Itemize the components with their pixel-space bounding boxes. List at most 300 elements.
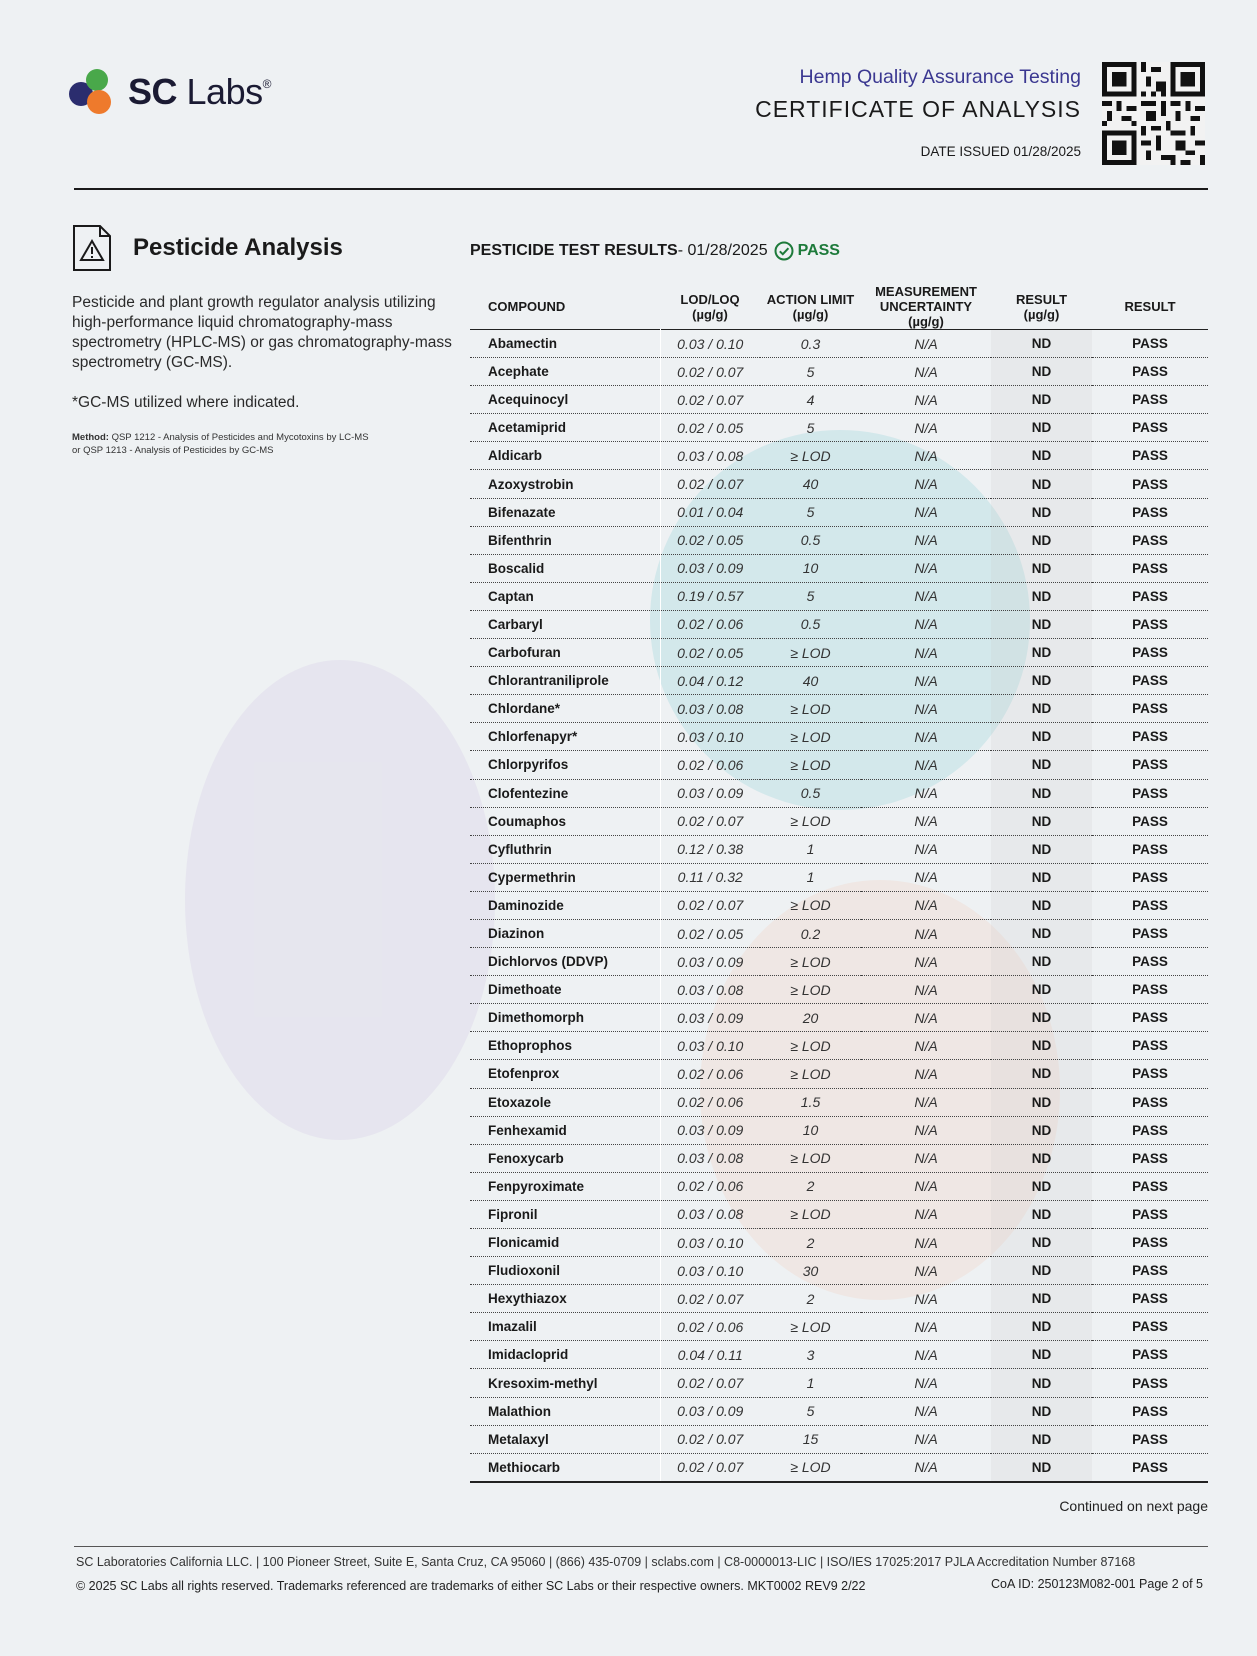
uncertainty-cell: N/A xyxy=(861,1285,991,1313)
result-value-cell: ND xyxy=(991,386,1092,414)
table-row xyxy=(470,835,1208,863)
table-row xyxy=(470,1116,1208,1144)
results-heading xyxy=(470,241,840,261)
uncertainty-cell: N/A xyxy=(861,1060,991,1088)
uncertainty-cell: N/A xyxy=(861,554,991,582)
table-row xyxy=(470,1425,1208,1453)
result-value-cell: ND xyxy=(991,1144,1092,1172)
lod-loq-cell: 0.03 / 0.08 xyxy=(660,976,760,1004)
table-row xyxy=(470,863,1208,891)
result-value-cell: ND xyxy=(991,919,1092,947)
action-limit-cell: 1 xyxy=(760,863,861,891)
result-value-cell: ND xyxy=(991,1369,1092,1397)
result-status-cell: PASS xyxy=(1092,1144,1208,1172)
result-value-cell: ND xyxy=(991,1060,1092,1088)
result-value-cell: ND xyxy=(991,1172,1092,1200)
compound-cell: Cypermethrin xyxy=(470,863,660,891)
lod-loq-cell: 0.03 / 0.10 xyxy=(660,1257,760,1285)
table-row xyxy=(470,779,1208,807)
result-status-cell: PASS xyxy=(1092,891,1208,919)
footer-divider xyxy=(74,1546,1208,1547)
action-limit-cell: 2 xyxy=(760,1285,861,1313)
action-limit-cell: 15 xyxy=(760,1425,861,1453)
compound-cell: Flonicamid xyxy=(470,1229,660,1257)
qr-code-icon xyxy=(1102,62,1205,165)
result-value-cell: ND xyxy=(991,723,1092,751)
lod-loq-cell: 0.03 / 0.10 xyxy=(660,723,760,751)
result-status-cell: PASS xyxy=(1092,639,1208,667)
footer-coa-id: CoA ID: 250123M082-001 Page 2 of 5 xyxy=(991,1577,1203,1591)
table-row xyxy=(470,386,1208,414)
action-limit-cell: 1 xyxy=(760,835,861,863)
col-header-compound: COMPOUND xyxy=(488,299,566,314)
table-row xyxy=(470,723,1208,751)
result-status-cell: PASS xyxy=(1092,1453,1208,1482)
table-header-row xyxy=(470,284,1208,330)
result-status-cell: PASS xyxy=(1092,807,1208,835)
result-value-cell: ND xyxy=(991,1229,1092,1257)
result-value-cell: ND xyxy=(991,835,1092,863)
lod-loq-cell: 0.03 / 0.09 xyxy=(660,948,760,976)
compound-cell: Abamectin xyxy=(470,330,660,358)
result-value-cell: ND xyxy=(991,751,1092,779)
result-status-cell: PASS xyxy=(1092,414,1208,442)
action-limit-cell: ≥ LOD xyxy=(760,1453,861,1482)
uncertainty-cell: N/A xyxy=(861,695,991,723)
table-row xyxy=(470,1004,1208,1032)
action-limit-cell: 0.2 xyxy=(760,919,861,947)
compound-cell: Ethoprophos xyxy=(470,1032,660,1060)
lod-loq-cell: 0.03 / 0.09 xyxy=(660,1004,760,1032)
uncertainty-cell: N/A xyxy=(861,582,991,610)
action-limit-cell: 0.5 xyxy=(760,610,861,638)
uncertainty-cell: N/A xyxy=(861,1257,991,1285)
uncertainty-cell: N/A xyxy=(861,1341,991,1369)
lod-loq-cell: 0.02 / 0.05 xyxy=(660,639,760,667)
table-row xyxy=(470,610,1208,638)
result-value-cell: ND xyxy=(991,1453,1092,1482)
result-status-cell: PASS xyxy=(1092,358,1208,386)
compound-cell: Dichlorvos (DDVP) xyxy=(470,948,660,976)
result-value-cell: ND xyxy=(991,667,1092,695)
action-limit-cell: ≥ LOD xyxy=(760,695,861,723)
result-value-cell: ND xyxy=(991,1004,1092,1032)
result-value-cell: ND xyxy=(991,948,1092,976)
result-status-cell: PASS xyxy=(1092,1200,1208,1228)
action-limit-cell: ≥ LOD xyxy=(760,1060,861,1088)
sc-labs-logo-icon xyxy=(66,66,118,118)
compound-cell: Etoxazole xyxy=(470,1088,660,1116)
lod-loq-cell: 0.03 / 0.08 xyxy=(660,695,760,723)
table-row xyxy=(470,1200,1208,1228)
result-status-cell: PASS xyxy=(1092,723,1208,751)
action-limit-cell: 20 xyxy=(760,1004,861,1032)
compound-cell: Metalaxyl xyxy=(470,1425,660,1453)
table-row xyxy=(470,1369,1208,1397)
header-subtitle: Hemp Quality Assurance Testing xyxy=(799,66,1081,88)
table-row xyxy=(470,1285,1208,1313)
compound-cell: Fipronil xyxy=(470,1200,660,1228)
table-row xyxy=(470,470,1208,498)
compound-cell: Bifenazate xyxy=(470,498,660,526)
uncertainty-cell: N/A xyxy=(861,526,991,554)
col-header-action-limit: ACTION LIMIT (µg/g) xyxy=(766,291,855,322)
table-row xyxy=(470,751,1208,779)
lod-loq-cell: 0.02 / 0.07 xyxy=(660,1285,760,1313)
action-limit-cell: 1 xyxy=(760,1369,861,1397)
result-value-cell: ND xyxy=(991,554,1092,582)
result-status-cell: PASS xyxy=(1092,442,1208,470)
result-status-cell: PASS xyxy=(1092,386,1208,414)
header-divider xyxy=(74,188,1208,190)
action-limit-cell: ≥ LOD xyxy=(760,639,861,667)
footer-copyright: © 2025 SC Labs all rights reserved. Trademarks referenced are trademarks of either SC Labs or their respective owners. MKT0002 REV9 2/22 xyxy=(76,1579,866,1593)
uncertainty-cell: N/A xyxy=(861,386,991,414)
result-value-cell: ND xyxy=(991,1088,1092,1116)
result-value-cell: ND xyxy=(991,807,1092,835)
action-limit-cell: ≥ LOD xyxy=(760,976,861,1004)
compound-cell: Methiocarb xyxy=(470,1453,660,1482)
check-circle-icon xyxy=(774,241,794,261)
table-row xyxy=(470,976,1208,1004)
action-limit-cell: 4 xyxy=(760,386,861,414)
uncertainty-cell: N/A xyxy=(861,498,991,526)
compound-cell: Chlordane* xyxy=(470,695,660,723)
pesticide-document-icon xyxy=(72,224,112,272)
compound-cell: Captan xyxy=(470,582,660,610)
result-status-cell: PASS xyxy=(1092,1285,1208,1313)
action-limit-cell: ≥ LOD xyxy=(760,1313,861,1341)
action-limit-cell: ≥ LOD xyxy=(760,1200,861,1228)
result-value-cell: ND xyxy=(991,1341,1092,1369)
results-heading-date: - 01/28/2025 xyxy=(677,242,768,259)
brand-wordmark: SC Labs® xyxy=(128,71,271,112)
result-value-cell: ND xyxy=(991,1200,1092,1228)
uncertainty-cell: N/A xyxy=(861,610,991,638)
result-status-cell: PASS xyxy=(1092,498,1208,526)
lod-loq-cell: 0.02 / 0.05 xyxy=(660,919,760,947)
result-status-cell: PASS xyxy=(1092,1369,1208,1397)
lod-loq-cell: 0.03 / 0.08 xyxy=(660,1200,760,1228)
action-limit-cell: ≥ LOD xyxy=(760,948,861,976)
lod-loq-cell: 0.02 / 0.07 xyxy=(660,1369,760,1397)
result-status-cell: PASS xyxy=(1092,919,1208,947)
uncertainty-cell: N/A xyxy=(861,751,991,779)
lod-loq-cell: 0.03 / 0.10 xyxy=(660,1032,760,1060)
action-limit-cell: 2 xyxy=(760,1229,861,1257)
result-value-cell: ND xyxy=(991,1285,1092,1313)
result-status-cell: PASS xyxy=(1092,1229,1208,1257)
gc-ms-note: *GC-MS utilized where indicated. xyxy=(72,394,300,411)
table-row xyxy=(470,1032,1208,1060)
action-limit-cell: ≥ LOD xyxy=(760,751,861,779)
lod-loq-cell: 0.02 / 0.07 xyxy=(660,1425,760,1453)
result-status-cell: PASS xyxy=(1092,1397,1208,1425)
lod-loq-cell: 0.03 / 0.09 xyxy=(660,554,760,582)
compound-cell: Fenoxycarb xyxy=(470,1144,660,1172)
table-row xyxy=(470,695,1208,723)
action-limit-cell: 40 xyxy=(760,667,861,695)
result-status-cell: PASS xyxy=(1092,1172,1208,1200)
compound-cell: Kresoxim-methyl xyxy=(470,1369,660,1397)
action-limit-cell: 0.5 xyxy=(760,526,861,554)
lod-loq-cell: 0.02 / 0.06 xyxy=(660,610,760,638)
result-status-cell: PASS xyxy=(1092,330,1208,358)
result-status-cell: PASS xyxy=(1092,1032,1208,1060)
compound-cell: Imidacloprid xyxy=(470,1341,660,1369)
result-status-cell: PASS xyxy=(1092,976,1208,1004)
result-status-cell: PASS xyxy=(1092,1313,1208,1341)
result-value-cell: ND xyxy=(991,526,1092,554)
action-limit-cell: 0.5 xyxy=(760,779,861,807)
col-header-measurement-uncertainty: MEASUREMENT UNCERTAINTY (µg/g) xyxy=(875,284,977,329)
result-status-cell: PASS xyxy=(1092,526,1208,554)
compound-cell: Fludioxonil xyxy=(470,1257,660,1285)
action-limit-cell: ≥ LOD xyxy=(760,891,861,919)
result-status-cell: PASS xyxy=(1092,1116,1208,1144)
action-limit-cell: 40 xyxy=(760,470,861,498)
result-value-cell: ND xyxy=(991,891,1092,919)
table-row xyxy=(470,330,1208,358)
uncertainty-cell: N/A xyxy=(861,863,991,891)
table-row xyxy=(470,639,1208,667)
uncertainty-cell: N/A xyxy=(861,1116,991,1144)
watermark-purple xyxy=(185,660,495,1140)
result-value-cell: ND xyxy=(991,1397,1092,1425)
table-row xyxy=(470,554,1208,582)
lod-loq-cell: 0.11 / 0.32 xyxy=(660,863,760,891)
result-value-cell: ND xyxy=(991,358,1092,386)
compound-cell: Chlorpyrifos xyxy=(470,751,660,779)
uncertainty-cell: N/A xyxy=(861,1369,991,1397)
uncertainty-cell: N/A xyxy=(861,723,991,751)
result-value-cell: ND xyxy=(991,1425,1092,1453)
table-row xyxy=(470,442,1208,470)
compound-cell: Clofentezine xyxy=(470,779,660,807)
compound-cell: Diazinon xyxy=(470,919,660,947)
lod-loq-cell: 0.02 / 0.05 xyxy=(660,414,760,442)
compound-cell: Fenhexamid xyxy=(470,1116,660,1144)
compound-cell: Etofenprox xyxy=(470,1060,660,1088)
table-row xyxy=(470,1088,1208,1116)
uncertainty-cell: N/A xyxy=(861,1172,991,1200)
compound-cell: Malathion xyxy=(470,1397,660,1425)
lod-loq-cell: 0.03 / 0.08 xyxy=(660,1144,760,1172)
action-limit-cell: ≥ LOD xyxy=(760,723,861,751)
uncertainty-cell: N/A xyxy=(861,1144,991,1172)
uncertainty-cell: N/A xyxy=(861,414,991,442)
lod-loq-cell: 0.19 / 0.57 xyxy=(660,582,760,610)
table-row xyxy=(470,948,1208,976)
lod-loq-cell: 0.03 / 0.09 xyxy=(660,1116,760,1144)
result-status-cell: PASS xyxy=(1092,863,1208,891)
result-value-cell: ND xyxy=(991,1032,1092,1060)
result-status-cell: PASS xyxy=(1092,1004,1208,1032)
header-title: CERTIFICATE OF ANALYSIS xyxy=(755,96,1081,122)
table-row xyxy=(470,807,1208,835)
compound-cell: Dimethoate xyxy=(470,976,660,1004)
uncertainty-cell: N/A xyxy=(861,1229,991,1257)
table-row xyxy=(470,358,1208,386)
table-row xyxy=(470,1453,1208,1482)
result-value-cell: ND xyxy=(991,695,1092,723)
col-header-result-value: RESULT (µg/g) xyxy=(1015,291,1068,322)
lod-loq-cell: 0.03 / 0.10 xyxy=(660,1229,760,1257)
compound-cell: Carbofuran xyxy=(470,639,660,667)
result-value-cell: ND xyxy=(991,470,1092,498)
section-title: Pesticide Analysis xyxy=(133,234,343,261)
uncertainty-cell: N/A xyxy=(861,779,991,807)
compound-cell: Carbaryl xyxy=(470,610,660,638)
result-status-cell: PASS xyxy=(1092,1088,1208,1116)
lod-loq-cell: 0.02 / 0.07 xyxy=(660,1453,760,1482)
section-description: Pesticide and plant growth regulator analysis utilizing high-performance liquid chromatography-mass spectrometry (HPLC-MS) or gas chromatography-mass spectrometry (GC-MS). xyxy=(72,294,452,371)
action-limit-cell: 3 xyxy=(760,1341,861,1369)
action-limit-cell: 2 xyxy=(760,1172,861,1200)
lod-loq-cell: 0.02 / 0.06 xyxy=(660,751,760,779)
uncertainty-cell: N/A xyxy=(861,891,991,919)
col-header-lod-loq: LOD/LOQ (µg/g) xyxy=(680,291,740,322)
result-status-cell: PASS xyxy=(1092,470,1208,498)
action-limit-cell: 30 xyxy=(760,1257,861,1285)
uncertainty-cell: N/A xyxy=(861,358,991,386)
compound-cell: Coumaphos xyxy=(470,807,660,835)
lod-loq-cell: 0.04 / 0.11 xyxy=(660,1341,760,1369)
result-status-cell: PASS xyxy=(1092,1425,1208,1453)
result-status-cell: PASS xyxy=(1092,835,1208,863)
table-row xyxy=(470,1257,1208,1285)
action-limit-cell: ≥ LOD xyxy=(760,1032,861,1060)
action-limit-cell: ≥ LOD xyxy=(760,807,861,835)
result-value-cell: ND xyxy=(991,582,1092,610)
uncertainty-cell: N/A xyxy=(861,807,991,835)
table-row xyxy=(470,1144,1208,1172)
pesticide-results-table xyxy=(470,284,1208,1483)
result-value-cell: ND xyxy=(991,1313,1092,1341)
brand-logo xyxy=(66,66,271,118)
action-limit-cell: 10 xyxy=(760,554,861,582)
uncertainty-cell: N/A xyxy=(861,835,991,863)
uncertainty-cell: N/A xyxy=(861,1004,991,1032)
action-limit-cell: 5 xyxy=(760,1397,861,1425)
lod-loq-cell: 0.04 / 0.12 xyxy=(660,667,760,695)
result-value-cell: ND xyxy=(991,330,1092,358)
compound-cell: Acetamiprid xyxy=(470,414,660,442)
table-row xyxy=(470,1313,1208,1341)
action-limit-cell: ≥ LOD xyxy=(760,1144,861,1172)
result-status-cell: PASS xyxy=(1092,779,1208,807)
results-heading-label: PESTICIDE TEST RESULTS xyxy=(470,242,678,259)
lod-loq-cell: 0.02 / 0.06 xyxy=(660,1313,760,1341)
uncertainty-cell: N/A xyxy=(861,667,991,695)
lod-loq-cell: 0.02 / 0.06 xyxy=(660,1060,760,1088)
uncertainty-cell: N/A xyxy=(861,1200,991,1228)
continued-note: Continued on next page xyxy=(1059,1498,1208,1514)
compound-cell: Dimethomorph xyxy=(470,1004,660,1032)
result-value-cell: ND xyxy=(991,498,1092,526)
table-row xyxy=(470,1060,1208,1088)
lod-loq-cell: 0.03 / 0.09 xyxy=(660,779,760,807)
result-value-cell: ND xyxy=(991,442,1092,470)
uncertainty-cell: N/A xyxy=(861,330,991,358)
uncertainty-cell: N/A xyxy=(861,1425,991,1453)
action-limit-cell: 10 xyxy=(760,1116,861,1144)
result-value-cell: ND xyxy=(991,639,1092,667)
footer-address: SC Laboratories California LLC. | 100 Pioneer Street, Suite E, Santa Cruz, CA 95060 | (866) 435-0709 | sclabs.com | C8-0000013-LIC | ISO/IES 17025:2017 PJLA Accreditation Number 87168 xyxy=(76,1555,1136,1569)
table-row xyxy=(470,414,1208,442)
compound-cell: Aldicarb xyxy=(470,442,660,470)
action-limit-cell: 5 xyxy=(760,582,861,610)
result-value-cell: ND xyxy=(991,863,1092,891)
action-limit-cell: 0.3 xyxy=(760,330,861,358)
result-status-cell: PASS xyxy=(1092,695,1208,723)
table-row xyxy=(470,891,1208,919)
compound-cell: Acephate xyxy=(470,358,660,386)
compound-cell: Cyfluthrin xyxy=(470,835,660,863)
lod-loq-cell: 0.02 / 0.05 xyxy=(660,526,760,554)
result-status-cell: PASS xyxy=(1092,1341,1208,1369)
uncertainty-cell: N/A xyxy=(861,948,991,976)
result-value-cell: ND xyxy=(991,1116,1092,1144)
uncertainty-cell: N/A xyxy=(861,442,991,470)
table-row xyxy=(470,1172,1208,1200)
result-status-cell: PASS xyxy=(1092,948,1208,976)
result-value-cell: ND xyxy=(991,1257,1092,1285)
uncertainty-cell: N/A xyxy=(861,976,991,1004)
uncertainty-cell: N/A xyxy=(861,1313,991,1341)
result-status-cell: PASS xyxy=(1092,1060,1208,1088)
lod-loq-cell: 0.12 / 0.38 xyxy=(660,835,760,863)
action-limit-cell: 5 xyxy=(760,358,861,386)
compound-cell: Azoxystrobin xyxy=(470,470,660,498)
action-limit-cell: 5 xyxy=(760,498,861,526)
table-row xyxy=(470,1341,1208,1369)
table-row xyxy=(470,582,1208,610)
result-value-cell: ND xyxy=(991,779,1092,807)
uncertainty-cell: N/A xyxy=(861,639,991,667)
result-value-cell: ND xyxy=(991,610,1092,638)
compound-cell: Fenpyroximate xyxy=(470,1172,660,1200)
uncertainty-cell: N/A xyxy=(861,470,991,498)
results-status-badge: PASS xyxy=(797,242,840,259)
lod-loq-cell: 0.03 / 0.08 xyxy=(660,442,760,470)
lod-loq-cell: 0.02 / 0.07 xyxy=(660,470,760,498)
compound-cell: Boscalid xyxy=(470,554,660,582)
compound-cell: Acequinocyl xyxy=(470,386,660,414)
lod-loq-cell: 0.01 / 0.04 xyxy=(660,498,760,526)
lod-loq-cell: 0.02 / 0.07 xyxy=(660,386,760,414)
result-status-cell: PASS xyxy=(1092,1257,1208,1285)
result-status-cell: PASS xyxy=(1092,554,1208,582)
lod-loq-cell: 0.02 / 0.07 xyxy=(660,358,760,386)
compound-cell: Chlorantraniliprole xyxy=(470,667,660,695)
uncertainty-cell: N/A xyxy=(861,919,991,947)
lod-loq-cell: 0.02 / 0.07 xyxy=(660,891,760,919)
action-limit-cell: 1.5 xyxy=(760,1088,861,1116)
result-value-cell: ND xyxy=(991,414,1092,442)
uncertainty-cell: N/A xyxy=(861,1397,991,1425)
method-note: Method: QSP 1212 - Analysis of Pesticides and Mycotoxins by LC-MS or QSP 1213 - Analysis of Pesticides by GC-MS xyxy=(72,432,369,456)
table-row xyxy=(470,526,1208,554)
table-row xyxy=(470,1229,1208,1257)
table-row xyxy=(470,919,1208,947)
table-row xyxy=(470,498,1208,526)
compound-cell: Imazalil xyxy=(470,1313,660,1341)
uncertainty-cell: N/A xyxy=(861,1032,991,1060)
action-limit-cell: ≥ LOD xyxy=(760,442,861,470)
date-issued: DATE ISSUED 01/28/2025 xyxy=(920,144,1081,159)
lod-loq-cell: 0.03 / 0.10 xyxy=(660,330,760,358)
